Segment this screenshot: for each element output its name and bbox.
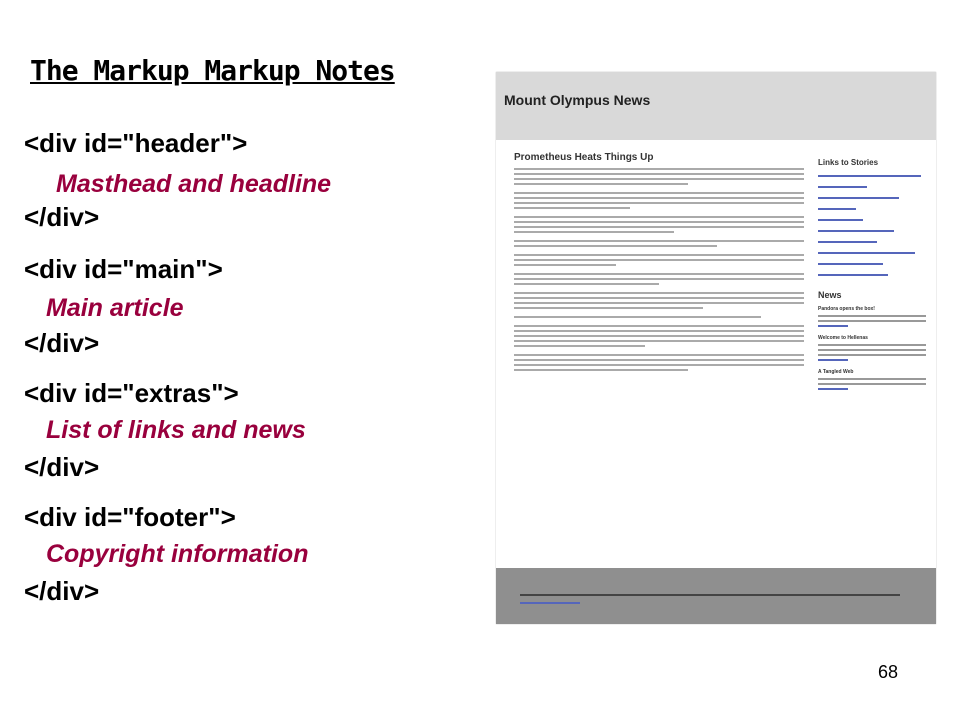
screenshot-news-heading: News	[818, 290, 842, 300]
story-link	[818, 230, 894, 232]
news-item-title: A Tangled Web	[818, 369, 854, 375]
footer-div-open-tag: <div id="footer">	[24, 502, 236, 532]
story-link	[818, 208, 856, 210]
story-link	[818, 241, 877, 243]
story-link	[818, 274, 888, 276]
header-div-open-tag: <div id="header">	[24, 128, 248, 158]
footer-div-close-tag: </div>	[24, 576, 100, 606]
screenshot-extras-sidebar	[818, 158, 926, 398]
story-link	[818, 219, 863, 221]
news-item-title: Pandora opens the box!	[818, 306, 875, 312]
main-div-close-tag: </div>	[24, 328, 100, 358]
story-link	[818, 252, 915, 254]
news-item-title: Welcome to Hellenas	[818, 335, 868, 341]
main-div-description: Main article	[46, 294, 184, 322]
example-webpage-screenshot	[496, 72, 936, 624]
page-number: 68	[878, 662, 899, 682]
story-link	[818, 186, 867, 188]
main-div-open-tag: <div id="main">	[24, 254, 223, 284]
screenshot-masthead: Mount Olympus News	[504, 92, 651, 108]
screenshot-headline: Prometheus Heats Things Up	[514, 152, 654, 163]
copyright-link	[520, 602, 580, 604]
footer-div-description: Copyright information	[46, 540, 309, 568]
header-div-description: Masthead and headline	[56, 170, 332, 198]
screenshot-header	[496, 72, 936, 140]
screenshot-main-article	[514, 168, 804, 378]
screenshot-footer	[496, 568, 936, 624]
copyright-line	[520, 594, 900, 596]
extras-div-close-tag: </div>	[24, 452, 100, 482]
story-link	[818, 197, 899, 199]
header-div-close-tag: </div>	[24, 202, 100, 232]
slide-title: The Markup Markup Notes	[30, 54, 395, 87]
extras-div-open-tag: <div id="extras">	[24, 378, 239, 408]
extras-div-description: List of links and news	[46, 416, 306, 444]
story-link	[818, 175, 921, 177]
screenshot-links-heading: Links to Stories	[818, 158, 879, 167]
story-link	[818, 263, 883, 265]
